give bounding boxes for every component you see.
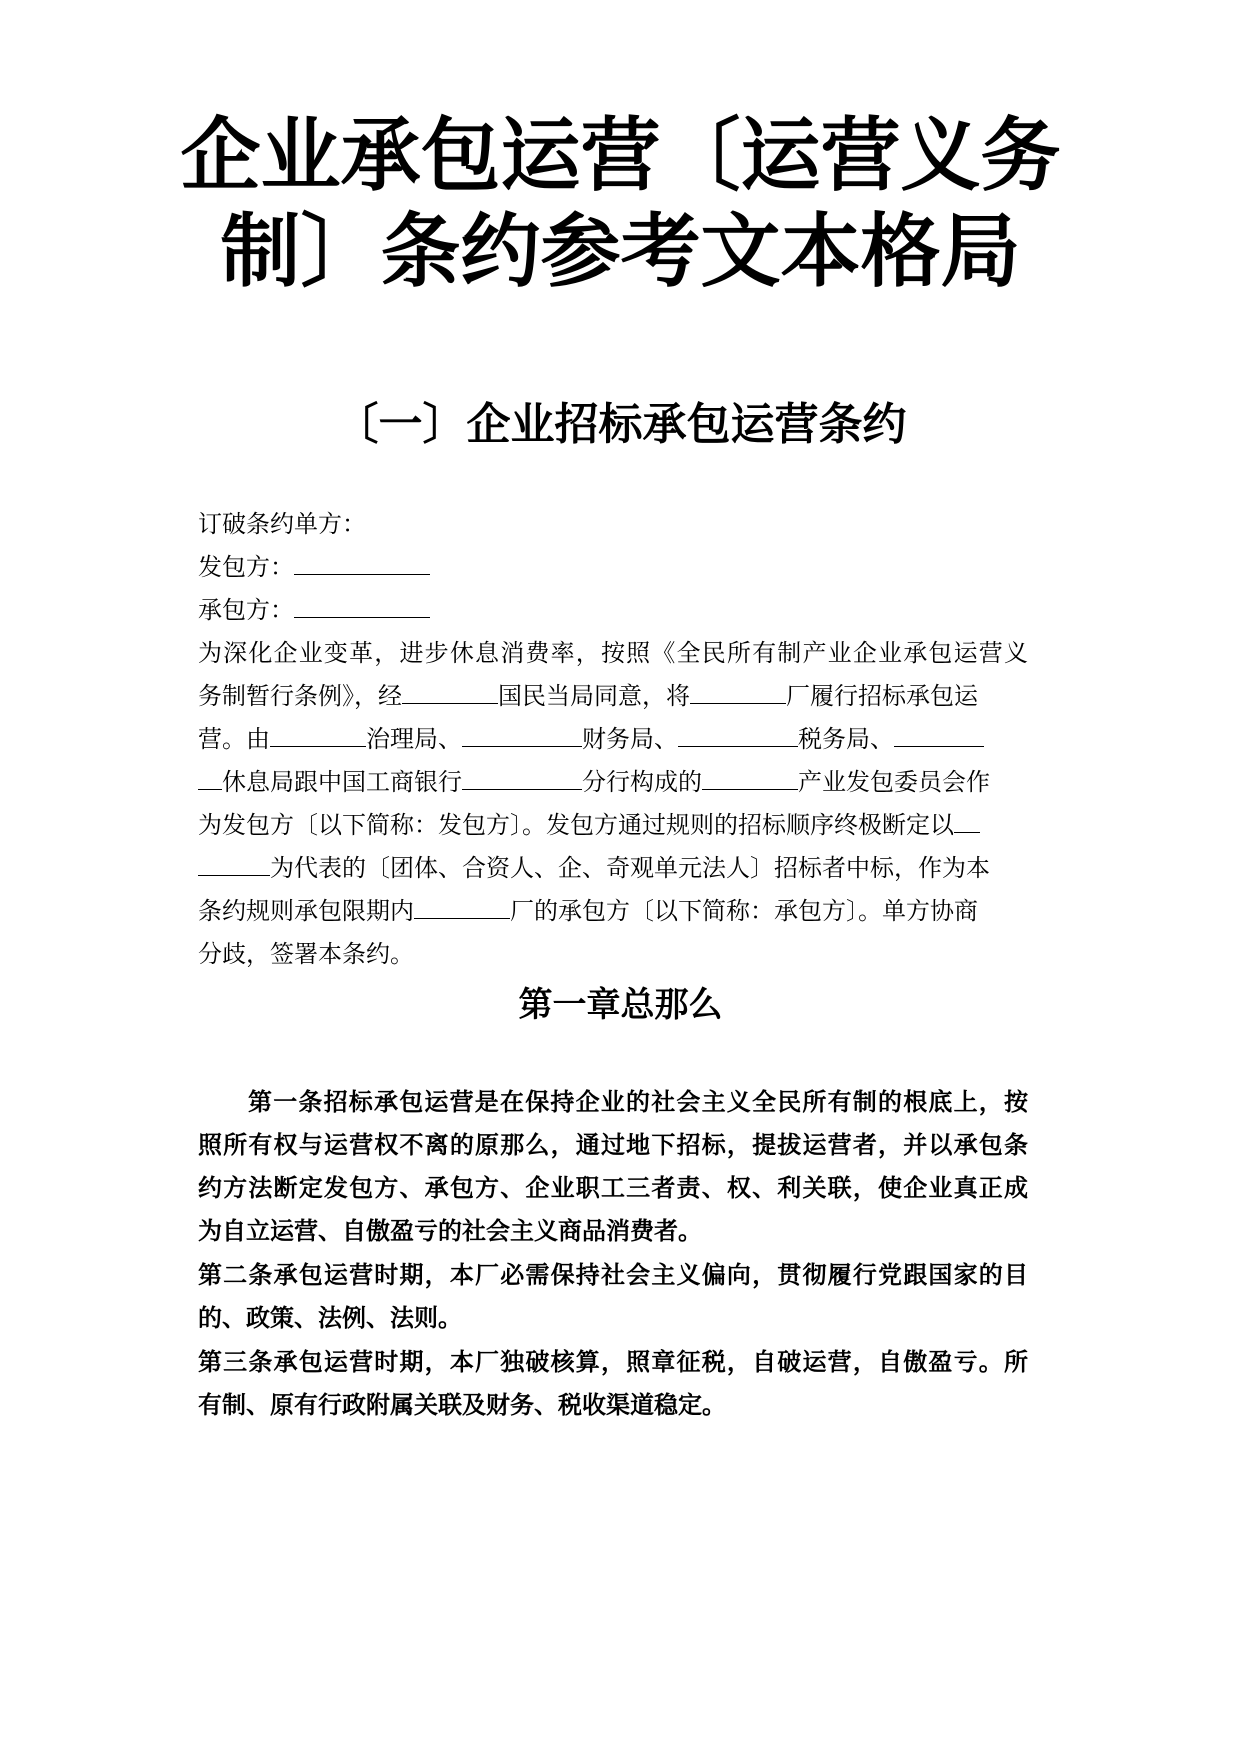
blank-field <box>198 765 222 790</box>
preamble-line-8: 分歧，签署本条约。 <box>198 940 414 968</box>
chapter-heading: 第一章总那么 <box>518 985 723 1025</box>
preamble-text: 为发包方〔以下简称：发包方〕。发包方通过规则的招标顺序终极断定以 <box>198 811 954 839</box>
preamble-text: 厂履行招标承包运 <box>786 682 978 710</box>
article-2-line-2: 的、政策、法例、法则。 <box>198 1304 462 1332</box>
party-a-label: 发包方： <box>198 553 294 581</box>
party-b-label: 承包方： <box>198 596 294 624</box>
preamble-text: 休息局跟中国工商银行 <box>222 768 462 796</box>
preamble-text: 税务局、 <box>798 725 894 753</box>
blank-field <box>690 679 786 704</box>
article-1-line-1: 第一条招标承包运营是在保持企业的社会主义全民所有制的根底上，按 <box>248 1088 1028 1116</box>
blank-field <box>954 808 980 833</box>
preamble-text: 务制暂行条例》，经 <box>198 682 402 710</box>
document-title-line-2: 制〕条约参考文本格局 <box>220 205 1021 298</box>
party-a-blank <box>294 550 430 575</box>
preamble-text: 国民当局同意，将 <box>498 682 690 710</box>
parties-heading: 订破条约单方： <box>198 510 366 538</box>
blank-field <box>462 765 582 790</box>
article-1-line-3: 约方法断定发包方、承包方、企业职工三者责、权、利关联，使企业真正成 <box>198 1174 1028 1202</box>
preamble-line-3 <box>198 722 1028 756</box>
party-a-line <box>198 550 1028 584</box>
blank-field <box>894 722 984 747</box>
blank-field <box>198 851 270 876</box>
preamble-text: 营。由 <box>198 725 270 753</box>
preamble-line-2 <box>198 679 1028 713</box>
party-b-blank <box>294 593 430 618</box>
preamble-line-7 <box>198 894 1028 928</box>
document-title-line-1: 企业承包运营〔运营义务 <box>180 109 1061 202</box>
preamble-line-1: 为深化企业变革，进步休息消费率，按照《全民所有制产业企业承包运营义 <box>198 639 1028 667</box>
blank-field <box>270 722 366 747</box>
article-1-line-2: 照所有权与运营权不离的原那么，通过地下招标，提拔运营者，并以承包条 <box>198 1131 1028 1159</box>
party-b-line <box>198 593 1028 627</box>
article-1-line-4: 为自立运营、自傲盈亏的社会主义商品消费者。 <box>198 1217 702 1245</box>
article-2-line-1: 第二条承包运营时期，本厂必需保持社会主义偏向，贯彻履行党跟国家的目 <box>198 1261 1028 1289</box>
preamble-text: 厂的承包方〔以下简称：承包方〕。单方协商 <box>510 897 978 925</box>
preamble-text: 条约规则承包限期内 <box>198 897 414 925</box>
preamble-line-4 <box>198 765 1028 799</box>
preamble-line-6 <box>198 851 1028 885</box>
blank-field <box>678 722 798 747</box>
blank-field <box>402 679 498 704</box>
article-3-line-2: 有制、原有行政附属关联及财务、税收渠道稳定。 <box>198 1391 726 1419</box>
preamble-text: 为代表的〔团体、合资人、企、奇观单元法人〕招标者中标，作为本 <box>270 854 990 882</box>
blank-field <box>462 722 582 747</box>
preamble-text: 治理局、 <box>366 725 462 753</box>
document-subtitle: 〔一〕企业招标承包运营条约 <box>334 399 907 450</box>
preamble-line-5 <box>198 808 1028 842</box>
preamble-text: 财务局、 <box>582 725 678 753</box>
article-3-line-1: 第三条承包运营时期，本厂独破核算，照章征税，自破运营，自傲盈亏。所 <box>198 1348 1028 1376</box>
blank-field <box>702 765 798 790</box>
preamble-text: 分行构成的 <box>582 768 702 796</box>
blank-field <box>414 894 510 919</box>
preamble-text: 产业发包委员会作 <box>798 768 990 796</box>
